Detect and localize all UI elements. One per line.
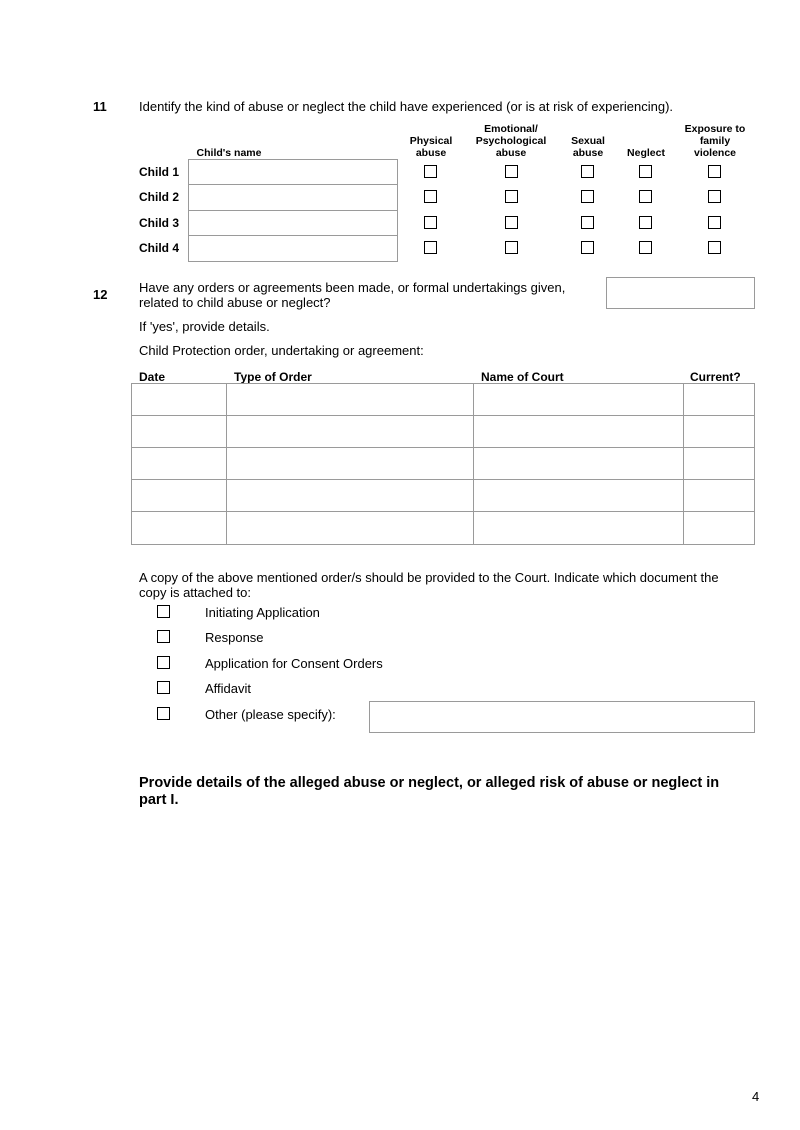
- table-row-2-current-cell[interactable]: [684, 416, 755, 448]
- col-header-neglect: Neglect: [627, 147, 665, 159]
- other-checkbox[interactable]: [157, 707, 170, 720]
- orders-subheading: Child Protection order, undertaking or agreement:: [139, 343, 424, 358]
- table-row-2-date-cell[interactable]: [132, 416, 227, 448]
- table-header-name-of-court: Name of Court: [481, 370, 564, 384]
- question-12-text-line2: related to child abuse or neglect?: [139, 295, 331, 310]
- child-4-name-field[interactable]: [188, 235, 398, 262]
- child-4-sexual-checkbox[interactable]: [581, 241, 594, 254]
- child-1-emotional-checkbox[interactable]: [505, 165, 518, 178]
- option-label: Application for Consent Orders: [205, 656, 383, 671]
- table-row-2-type-cell[interactable]: [227, 416, 474, 448]
- page-number: 4: [752, 1089, 760, 1104]
- table-row-1-type-cell[interactable]: [227, 384, 474, 416]
- child-3-emotional-checkbox[interactable]: [505, 216, 518, 229]
- option-label: Affidavit: [205, 681, 252, 696]
- child-4-emotional-checkbox[interactable]: [505, 241, 518, 254]
- other-specify-field[interactable]: [369, 701, 755, 733]
- child-row-label: Child 4: [139, 241, 180, 255]
- child-1-exposure-checkbox[interactable]: [708, 165, 721, 178]
- table-row-3-type-cell[interactable]: [227, 448, 474, 480]
- option-label: Initiating Application: [205, 605, 320, 620]
- part-i-note-line2: part I.: [139, 792, 179, 808]
- child-2-sexual-checkbox[interactable]: [581, 190, 594, 203]
- child-4-neglect-checkbox[interactable]: [639, 241, 652, 254]
- question-11-text: Identify the kind of abuse or neglect the child have experienced (or is at risk of experiencing).: [139, 99, 674, 114]
- affidavit-checkbox[interactable]: [157, 681, 170, 694]
- question-12-text-line1: Have any orders or agreements been made, or formal undertakings given,: [139, 280, 566, 295]
- child-1-neglect-checkbox[interactable]: [639, 165, 652, 178]
- if-yes-instruction: If 'yes', provide details.: [139, 319, 270, 334]
- table-row-5-date-cell[interactable]: [132, 512, 227, 545]
- col-header-exposure: Exposure to family violence: [684, 123, 746, 159]
- table-row-1-date-cell[interactable]: [132, 384, 227, 416]
- question-12-answer-field[interactable]: [606, 277, 755, 309]
- question-number-12: 12: [93, 287, 108, 302]
- child-2-exposure-checkbox[interactable]: [708, 190, 721, 203]
- table-row-2-court-cell[interactable]: [474, 416, 684, 448]
- child-1-sexual-checkbox[interactable]: [581, 165, 594, 178]
- table-row-3-date-cell[interactable]: [132, 448, 227, 480]
- table-row-4-court-cell[interactable]: [474, 480, 684, 512]
- child-row-label: Child 1: [139, 165, 180, 179]
- option-label: Response: [205, 630, 264, 645]
- child-3-sexual-checkbox[interactable]: [581, 216, 594, 229]
- child-row-label: Child 3: [139, 216, 180, 230]
- child-2-neglect-checkbox[interactable]: [639, 190, 652, 203]
- child-1-physical-checkbox[interactable]: [424, 165, 437, 178]
- option-label: Other (please specify):: [205, 707, 336, 722]
- response-checkbox[interactable]: [157, 630, 170, 643]
- child-3-exposure-checkbox[interactable]: [708, 216, 721, 229]
- copy-attached-text-line2: copy is attached to:: [139, 585, 252, 600]
- col-header-emotional: Emotional/ Psychological abuse: [475, 123, 547, 159]
- child-3-neglect-checkbox[interactable]: [639, 216, 652, 229]
- table-row-3-court-cell[interactable]: [474, 448, 684, 480]
- child-2-emotional-checkbox[interactable]: [505, 190, 518, 203]
- consent-orders-checkbox[interactable]: [157, 656, 170, 669]
- child-2-name-field[interactable]: [188, 184, 398, 211]
- copy-attached-text-line1: A copy of the above mentioned order/s should be provided to the Court. Indicate which document the: [139, 570, 719, 585]
- table-row-5-current-cell[interactable]: [684, 512, 755, 545]
- child-4-physical-checkbox[interactable]: [424, 241, 437, 254]
- initiating-application-checkbox[interactable]: [157, 605, 170, 618]
- table-header-date: Date: [139, 370, 166, 384]
- child-3-physical-checkbox[interactable]: [424, 216, 437, 229]
- table-row-3-current-cell[interactable]: [684, 448, 755, 480]
- col-header-sexual: Sexual abuse: [571, 135, 605, 159]
- table-row-5-type-cell[interactable]: [227, 512, 474, 545]
- child-3-name-field[interactable]: [188, 210, 398, 236]
- child-1-name-field[interactable]: [188, 159, 398, 185]
- child-4-exposure-checkbox[interactable]: [708, 241, 721, 254]
- table-row-1-court-cell[interactable]: [474, 384, 684, 416]
- table-row-1-current-cell[interactable]: [684, 384, 755, 416]
- table-header-current: Current?: [690, 370, 741, 384]
- orders-table: [131, 383, 755, 545]
- question-number-11: 11: [93, 99, 107, 114]
- child-2-physical-checkbox[interactable]: [424, 190, 437, 203]
- part-i-note-line1: Provide details of the alleged abuse or neglect, or alleged risk of abuse or neglect in: [139, 775, 720, 791]
- table-header-type-of-order: Type of Order: [234, 370, 312, 384]
- child-row-label: Child 2: [139, 190, 180, 204]
- table-row-4-type-cell[interactable]: [227, 480, 474, 512]
- col-header-physical: Physical abuse: [409, 135, 453, 159]
- table-row-4-current-cell[interactable]: [684, 480, 755, 512]
- table-row-4-date-cell[interactable]: [132, 480, 227, 512]
- table-row-5-court-cell[interactable]: [474, 512, 684, 545]
- childs-name-header: Child's name: [196, 147, 262, 159]
